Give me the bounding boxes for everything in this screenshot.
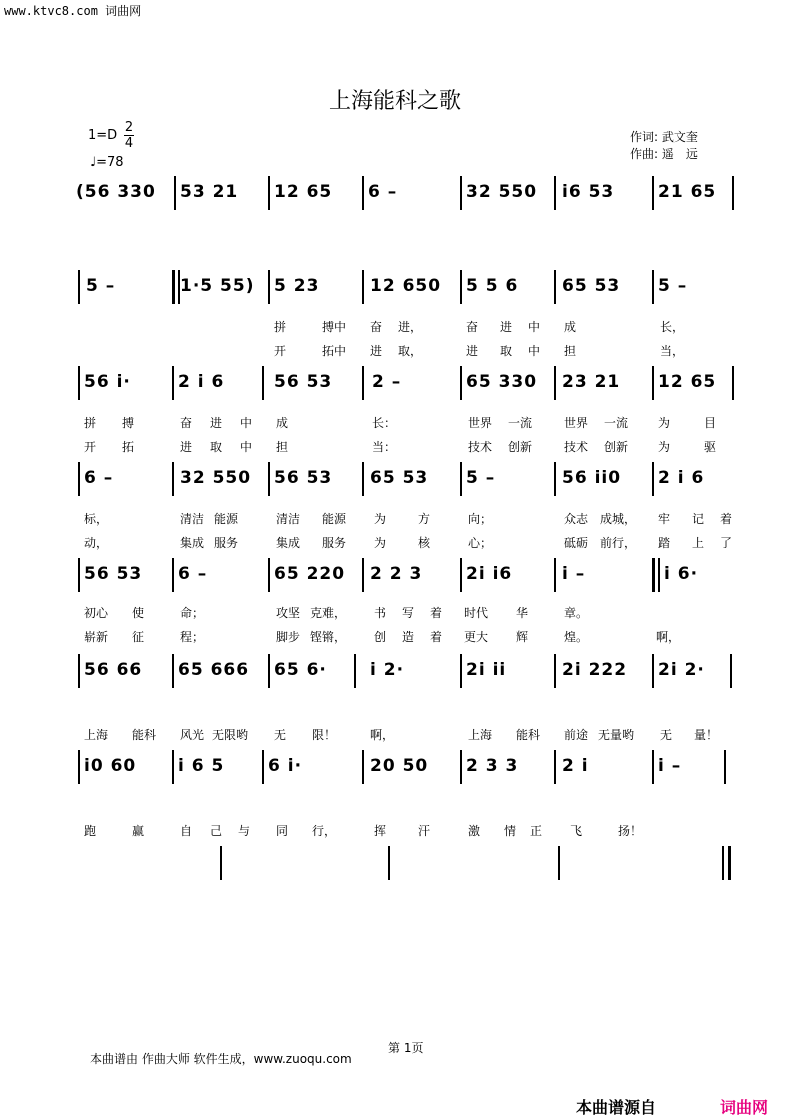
lyric: 进 [370, 344, 383, 358]
lyric: 担 [276, 440, 289, 454]
lyric: 造 [402, 630, 415, 644]
lyric: 赢 [132, 824, 145, 838]
time-signature [124, 120, 134, 151]
lyric: 创新 [604, 440, 629, 454]
measure: 6 i· [268, 756, 303, 776]
measure: 5 – [466, 468, 496, 488]
lyric: 激 [468, 824, 481, 838]
lyric: 开 [274, 344, 287, 358]
lyric: 正 [530, 824, 543, 838]
lyric: 行， [312, 824, 337, 838]
lyrics-row-5a [84, 604, 734, 620]
quarter-note-icon: ♩ [90, 155, 97, 170]
measure: i 6 5 [178, 756, 225, 776]
lyric: 跑 [84, 824, 97, 838]
lyrics-row-3b [84, 438, 734, 454]
measure: 65 53 [562, 276, 621, 296]
lyric: 世界 [564, 416, 589, 430]
lyric: 拼 [84, 416, 97, 430]
lyric: 中 [528, 320, 541, 334]
lyric: 能源 [322, 512, 347, 526]
lyric: 世界 [468, 416, 493, 430]
time-top: 2 [124, 120, 134, 135]
lyric: 啊， [656, 630, 681, 644]
lyric: 写 [402, 606, 415, 620]
tempo-value: =78 [96, 155, 124, 170]
measure: 2 i [562, 756, 589, 776]
footer-credit[interactable]: 本曲谱由 作曲大师 软件生成，www.zuoqu.com [90, 1052, 352, 1066]
staff-row-7 [74, 750, 734, 790]
lyric: 成 [564, 320, 577, 334]
lyric: 清洁 [180, 512, 205, 526]
lyric: 一流 [508, 416, 533, 430]
staff-row-8-empty [74, 846, 734, 886]
lyric: 集成 [276, 536, 301, 550]
measure: i 6· [664, 564, 699, 584]
measure: 5 – [658, 276, 688, 296]
lyric: 汗 [418, 824, 431, 838]
lyric: 飞 [570, 824, 583, 838]
staff-row-5 [74, 558, 734, 598]
lyric: 挥 [374, 824, 387, 838]
lyrics-row-3a [84, 414, 734, 430]
lyric: 为 [658, 416, 671, 430]
lyrics-row-5b [84, 628, 734, 644]
measure: i – [658, 756, 682, 776]
lyric: 无量哟 [598, 728, 635, 742]
lyric: 能科 [516, 728, 541, 742]
lyric: 使 [132, 606, 145, 620]
lyric: 服务 [214, 536, 239, 550]
lyric: 拼 [274, 320, 287, 334]
measure: 2 2 3 [370, 564, 423, 584]
lyric: 上 [692, 536, 705, 550]
lyric: 进 [500, 320, 513, 334]
measure: 2i i6 [466, 564, 513, 584]
measure: 56 i· [84, 372, 131, 392]
lyric: 铿锵， [310, 630, 347, 644]
staff-row-2 [74, 270, 734, 310]
composer-credit: 作曲: 遥 远 [630, 147, 698, 161]
lyric: 心； [468, 536, 493, 550]
lyric: 取 [210, 440, 223, 454]
lyric: 目 [704, 416, 717, 430]
lyric: 中 [240, 416, 253, 430]
measure: 2i 2· [658, 660, 705, 680]
lyrics-row-6 [84, 726, 734, 742]
lyric: 量！ [694, 728, 719, 742]
lyric: 无 [274, 728, 287, 742]
measure: 5 – [86, 276, 116, 296]
lyric: 动， [84, 536, 109, 550]
measure: 12 65 [658, 372, 717, 392]
measure: 12 650 [370, 276, 442, 296]
lyric: 脚步 [276, 630, 301, 644]
measure: 56 53 [274, 468, 333, 488]
measure: 2 i 6 [658, 468, 705, 488]
lyric: 取， [398, 344, 423, 358]
lyric: 记 [692, 512, 705, 526]
lyric: 辉 [516, 630, 529, 644]
lyric: 同 [276, 824, 289, 838]
lyric: 为 [374, 512, 387, 526]
lyric: 进， [398, 320, 423, 334]
lyric: 牢 [658, 512, 671, 526]
measure: 5 5 6 [466, 276, 519, 296]
lyric: 征 [132, 630, 145, 644]
staff-row-6 [74, 654, 734, 694]
lyric: 着 [430, 630, 443, 644]
measure: 12 65 [274, 182, 333, 202]
measure: 6 – [84, 468, 114, 488]
tempo-marking [90, 155, 124, 170]
lyric: 核 [418, 536, 431, 550]
measure: 32 550 [466, 182, 538, 202]
staff-row-3 [74, 366, 734, 406]
lyric: 命； [180, 606, 205, 620]
lyric: 崭新 [84, 630, 109, 644]
lyric: 当， [660, 344, 685, 358]
measure: 65 666 [178, 660, 250, 680]
lyric: 创新 [508, 440, 533, 454]
lyric: 清洁 [276, 512, 301, 526]
staff-row-4 [74, 462, 734, 502]
lyrics-row-4b [84, 534, 734, 550]
measure: i 2· [370, 660, 405, 680]
lyricist-credit: 作词: 武文奎 [630, 130, 698, 144]
measure: 2i 222 [562, 660, 628, 680]
key-signature: 1=D [88, 128, 118, 143]
lyric: 砥砺 [564, 536, 589, 550]
lyric: 中 [240, 440, 253, 454]
lyric: 着 [430, 606, 443, 620]
lyric: 限！ [312, 728, 337, 742]
lyrics-row-7 [84, 822, 734, 838]
measure: 56 53 [84, 564, 143, 584]
staff-row-1 [74, 176, 734, 216]
lyric: 向； [468, 512, 493, 526]
lyric: 能源 [214, 512, 239, 526]
lyric: 前途 [564, 728, 589, 742]
lyric: 方 [418, 512, 431, 526]
lyrics-row-4a [84, 510, 734, 526]
lyric: 己 [210, 824, 223, 838]
measure: 2 – [372, 372, 402, 392]
lyric: 克难， [310, 606, 347, 620]
lyric: 无 [660, 728, 673, 742]
lyric: 程； [180, 630, 205, 644]
measure: 23 21 [562, 372, 621, 392]
measure: 5 23 [274, 276, 320, 296]
lyric: 无限哟 [212, 728, 249, 742]
measure: 6 – [178, 564, 208, 584]
lyric: 开 [84, 440, 97, 454]
lyric: 进 [180, 440, 193, 454]
lyric: 技术 [564, 440, 589, 454]
lyric: 前行， [600, 536, 637, 550]
measure: 20 50 [370, 756, 429, 776]
lyric: 拓 [122, 440, 135, 454]
source-label: 本曲谱源自 [576, 1098, 657, 1117]
lyric: 成 [276, 416, 289, 430]
lyric: 担 [564, 344, 577, 358]
lyric: 创 [374, 630, 387, 644]
lyric: 奋 [466, 320, 479, 334]
lyric: 着 [720, 512, 733, 526]
lyric: 与 [238, 824, 251, 838]
lyric: 奋 [180, 416, 193, 430]
lyric: 取 [500, 344, 513, 358]
lyric: 服务 [322, 536, 347, 550]
lyric: 进 [466, 344, 479, 358]
lyric: 长， [660, 320, 685, 334]
lyric: 标， [84, 512, 109, 526]
lyric: 风光 [180, 728, 205, 742]
measure: 56 66 [84, 660, 143, 680]
lyric: 章。 [564, 606, 589, 620]
lyric: 奋 [370, 320, 383, 334]
lyric: 中 [528, 344, 541, 358]
lyric: 进 [210, 416, 223, 430]
measure: i – [562, 564, 586, 584]
measure: 56 ii0 [562, 468, 622, 488]
lyric: 更大 [464, 630, 489, 644]
measure: 1·5 55) [180, 276, 255, 296]
measure: 2 i 6 [178, 372, 225, 392]
measure: 65 6· [274, 660, 327, 680]
measure: 53 21 [180, 182, 239, 202]
measure: 21 65 [658, 182, 717, 202]
lyric: 为 [658, 440, 671, 454]
site-watermark[interactable]: www.ktvc8.com 词曲网 [4, 4, 142, 18]
lyric: 书 [374, 606, 387, 620]
measure: i6 53 [562, 182, 615, 202]
lyric: 时代 [464, 606, 489, 620]
lyric: 拓中 [322, 344, 347, 358]
lyric: 集成 [180, 536, 205, 550]
lyric: 能科 [132, 728, 157, 742]
measure: i0 60 [84, 756, 137, 776]
brand-logo[interactable]: 词曲网 [720, 1098, 769, 1117]
page-title: 上海能科之歌 [328, 89, 461, 114]
lyric: 为 [374, 536, 387, 550]
lyric: 众志 [564, 512, 589, 526]
measure: 2 3 3 [466, 756, 519, 776]
page-number: 第 1页 [388, 1041, 424, 1055]
lyric: 长： [372, 416, 397, 430]
measure: 56 53 [274, 372, 333, 392]
lyric: 上海 [468, 728, 493, 742]
lyric: 技术 [468, 440, 493, 454]
lyric: 扬！ [618, 824, 643, 838]
lyric: 华 [516, 606, 529, 620]
lyrics-row-2b [274, 342, 734, 358]
lyric: 初心 [84, 606, 109, 620]
lyrics-row-2a [274, 318, 734, 334]
lyric: 了 [720, 536, 733, 550]
measure: 2i ii [466, 660, 507, 680]
lyric: 成城， [600, 512, 637, 526]
lyric: 搏 [122, 416, 135, 430]
measure: (56 330 [76, 182, 156, 202]
lyric: 啊， [370, 728, 395, 742]
lyric: 一流 [604, 416, 629, 430]
lyric: 攻坚 [276, 606, 301, 620]
lyric: 上海 [84, 728, 109, 742]
measure: 65 330 [466, 372, 538, 392]
lyric: 煌。 [564, 630, 589, 644]
lyric: 踏 [658, 536, 671, 550]
measure: 65 220 [274, 564, 346, 584]
lyric: 当： [372, 440, 397, 454]
time-bottom: 4 [124, 136, 134, 151]
measure: 32 550 [180, 468, 252, 488]
lyric: 情 [504, 824, 517, 838]
lyric: 自 [180, 824, 193, 838]
measure: 65 53 [370, 468, 429, 488]
lyric: 驱 [704, 440, 717, 454]
lyric: 搏中 [322, 320, 347, 334]
measure: 6 – [368, 182, 398, 202]
